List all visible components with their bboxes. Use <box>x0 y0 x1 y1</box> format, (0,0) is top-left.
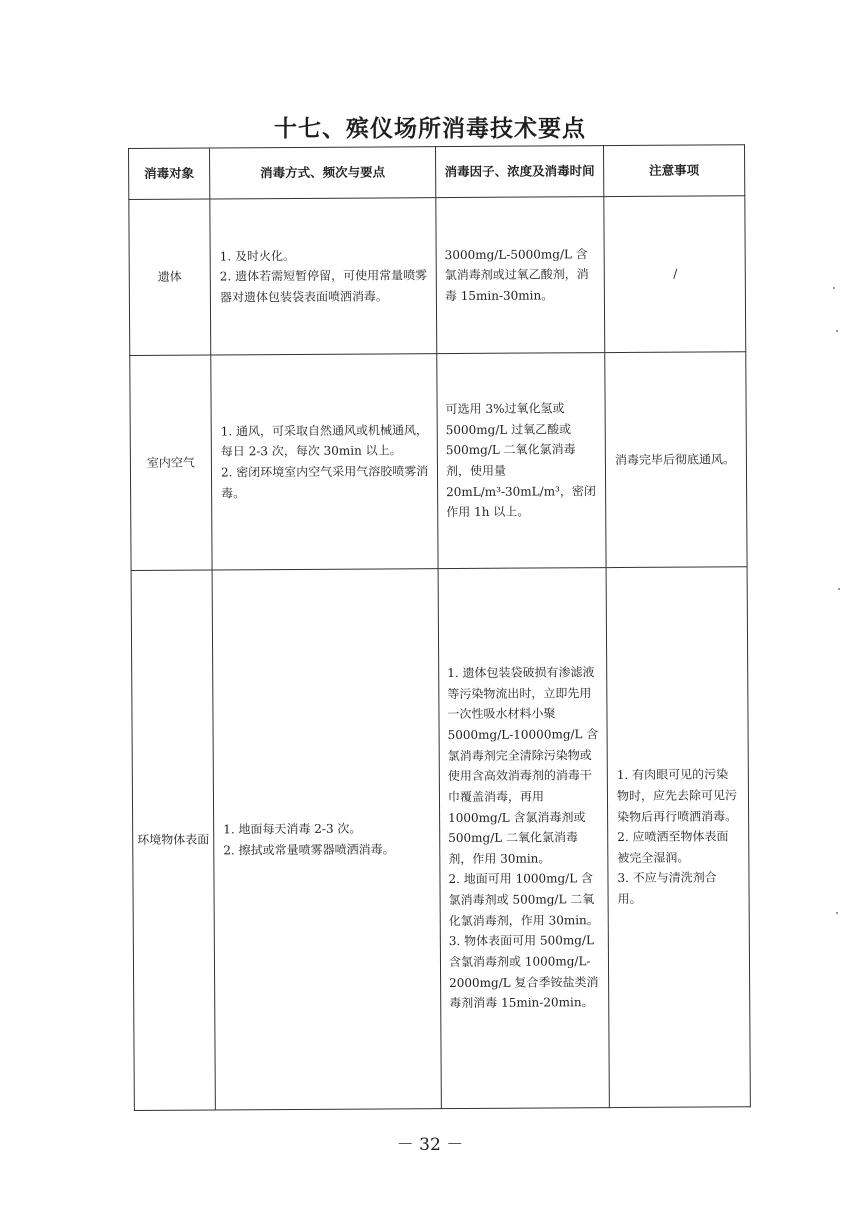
header-method: 消毒方式、频次与要点 <box>210 147 436 199</box>
agent-line: 3. 物体表面可用 500mg/L 含氯消毒剂或 1000mg/L-2000mg/L 复合季铵盐类消毒剂消毒 15min-20min。 <box>448 933 599 1011</box>
cell-note <box>604 196 746 353</box>
scan-speck <box>833 287 835 289</box>
cell-method <box>210 198 437 355</box>
table-header-row <box>129 145 745 200</box>
cell-method <box>212 569 441 1110</box>
cell-agent <box>437 353 606 569</box>
agent-line: 3000mg/L-5000mg/L 含氯消毒剂或过氧乙酸剂，消毒 15min-30min。 <box>444 246 589 303</box>
cell-note <box>605 352 747 568</box>
cell-object: 室内空气 <box>130 355 212 570</box>
page-number: － 32 － <box>396 1135 464 1155</box>
method-line: 2. 密闭环境室内空气采用气溶胶喷雾消毒。 <box>220 464 429 501</box>
cell-method <box>211 354 438 570</box>
method-line: 1. 及时火化。 <box>219 248 295 264</box>
disinfection-table <box>128 144 751 1111</box>
note-line: 2. 应喷洒至物体表面被完全湿润。 <box>617 829 729 865</box>
page-title: 十七、殡仪场所消毒技术要点 <box>274 116 586 142</box>
header-object: 消毒对象 <box>129 148 210 199</box>
cell-agent <box>438 568 609 1109</box>
cell-object: 遗体 <box>129 199 211 355</box>
method-line: 1. 地面每天消毒 2-3 次。 <box>223 821 362 837</box>
note-line: 1. 有肉眼可见的污染物时，应先去除可见污染物后再行喷洒消毒。 <box>616 767 738 824</box>
disinfection-table-wrapper <box>128 144 750 1111</box>
note-line: 3. 不应与清洗剂合用。 <box>617 870 717 907</box>
method-line: 2. 遗体若需短暂停留，可使用常量喷雾器对遗体包装袋表面喷洒消毒。 <box>219 268 428 305</box>
table-row <box>130 352 747 571</box>
note-line: / <box>673 266 678 281</box>
agent-line: 2. 地面可用 1000mg/L 含氯消毒剂或 500mg/L 二氧化氯消毒剂，作用 30min。 <box>448 871 599 928</box>
cell-note <box>606 567 750 1108</box>
method-line: 2. 擦拭或常量喷雾器喷洒消毒。 <box>223 841 395 857</box>
scan-speck <box>836 330 838 332</box>
table-row <box>131 567 750 1111</box>
note-line: 消毒完毕后彻底通风。 <box>614 451 735 467</box>
agent-line: 1. 遗体包装袋破损有渗滤液等污染物流出时，立即先用一次性吸水材料小聚 5000mg/L-10000mg/L 含氯消毒剂完全清除污染物或使用含高效消毒剂的消毒干巾覆盖消毒，再用 1000mg/L 含氯消毒剂或 500mg/L 二氧化氯消毒剂，作用 30min。 <box>447 665 599 866</box>
scan-speck <box>836 912 838 914</box>
agent-line: 可选用 3%过氧化氢或 5000mg/L 过氧乙酸或 500mg/L 二氧化氯消毒剂，使用量 20mL/m³-30mL/m³，密闭作用 1h 以上。 <box>445 401 596 520</box>
cell-agent <box>436 197 605 354</box>
table-row <box>129 196 746 356</box>
method-line: 1. 通风，可采取自然通风或机械通风，每日 2-3 次，每次 30min 以上。 <box>220 422 429 459</box>
cell-object: 环境物体表面 <box>131 570 215 1110</box>
header-agent: 消毒因子、浓度及消毒时间 <box>435 146 603 198</box>
header-note: 注意事项 <box>603 145 744 197</box>
scan-speck <box>838 588 840 590</box>
